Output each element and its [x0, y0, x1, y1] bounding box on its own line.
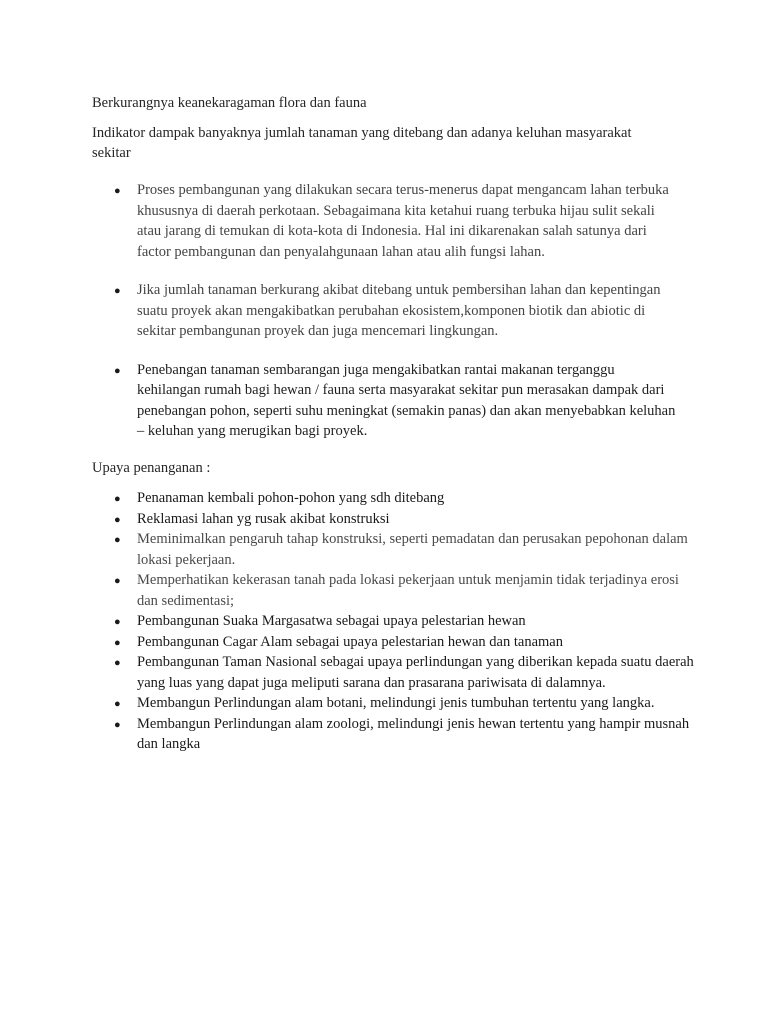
bullet-icon: ● — [114, 364, 121, 377]
list-item-text: Memperhatikan kekerasan tanah pada lokasi pekerjaan untuk menjamin tidak terjadinya erosi dan sedimentasi; — [137, 572, 679, 609]
list-item-text: Jika jumlah tanaman berkurang akibat ditebang untuk pembersihan lahan dan kepentingan suatu proyek akan mengakibatkan perubahan ekosistem,komponen biotik dan abiotic di sekitar pembangunan proyek dan juga mencemari lingkungan. — [137, 282, 661, 339]
list-item — [114, 280, 677, 342]
list-item — [114, 693, 697, 714]
list-item — [114, 509, 697, 530]
list-item — [114, 570, 697, 611]
list-item-text: Pembangunan Taman Nasional sebagai upaya perlindungan yang diberikan kepada suatu daerah yang luas yang dapat juga meliputi sarana dan prasarana pariwisata di dalamnya. — [137, 654, 694, 691]
list-item-text: Pembangunan Suaka Margasatwa sebagai upaya pelestarian hewan — [137, 613, 526, 629]
list-item-text: Proses pembangunan yang dilakukan secara terus-menerus dapat mengancam lahan terbuka khususnya di daerah perkotaan. Sebagaimana kita ketahui ruang terbuka hijau sulit sekali atau jarang di temukan di kota-kota di Indonesia. Hal ini dikarenakan salah satunya dari factor pembangunan dan penyalahgunaan lahan atau alih fungsi lahan. — [137, 182, 669, 260]
bullet-icon: ● — [114, 616, 121, 628]
bullet-icon: ● — [114, 698, 121, 710]
bullet-icon: ● — [114, 636, 121, 649]
list-item-text: Penebangan tanaman sembarangan juga mengakibatkan rantai makanan terganggu kehilangan rumah bagi hewan / fauna serta masyarakat sekitar pun merasakan dampak dari penebangan pohon, seperti suhu meningkat (semakin panas) dan akan menyebabkan keluhan – keluhan yang merugikan bagi proyek. — [137, 361, 676, 439]
list-item-text: Meminimalkan pengaruh tahap konstruksi, seperti pemadatan dan perusakan pepohonan dalam lokasi pekerjaan. — [137, 531, 688, 568]
list-item — [114, 488, 697, 509]
impact-list — [114, 180, 677, 460]
bullet-icon: ● — [114, 185, 121, 197]
list-item — [114, 360, 677, 442]
indicator-paragraph: Indikator dampak banyaknya jumlah tanaman yang ditebang dan adanya keluhan masyarakat sekitar — [92, 125, 632, 161]
bullet-icon: ● — [114, 285, 121, 297]
bullet-icon: ● — [114, 718, 121, 731]
document-heading: Berkurangnya keanekaragaman flora dan fauna — [92, 95, 367, 111]
bullet-icon: ● — [114, 513, 121, 526]
mitigation-label: Upaya penanganan : — [92, 460, 211, 476]
bullet-icon: ● — [114, 657, 121, 669]
list-item — [114, 611, 697, 632]
list-item — [114, 714, 697, 755]
list-item-text: Penanaman kembali pohon-pohon yang sdh ditebang — [137, 490, 445, 506]
mitigation-list — [114, 488, 697, 755]
bullet-icon: ● — [114, 534, 121, 546]
list-item — [114, 529, 697, 570]
list-item — [114, 180, 677, 262]
bullet-icon: ● — [114, 575, 121, 587]
list-item — [114, 652, 697, 693]
bullet-icon: ● — [114, 493, 121, 505]
list-item-text: Pembangunan Cagar Alam sebagai upaya pelestarian hewan dan tanaman — [137, 633, 563, 650]
list-item-text: Membangun Perlindungan alam botani, melindungi jenis tumbuhan tertentu yang langka. — [137, 695, 655, 711]
list-item-text: Reklamasi lahan yg rusak akibat konstruksi — [137, 510, 390, 527]
list-item — [114, 632, 697, 653]
list-item-text: Membangun Perlindungan alam zoologi, melindungi jenis hewan tertentu yang hampir musnah dan langka — [137, 715, 690, 752]
